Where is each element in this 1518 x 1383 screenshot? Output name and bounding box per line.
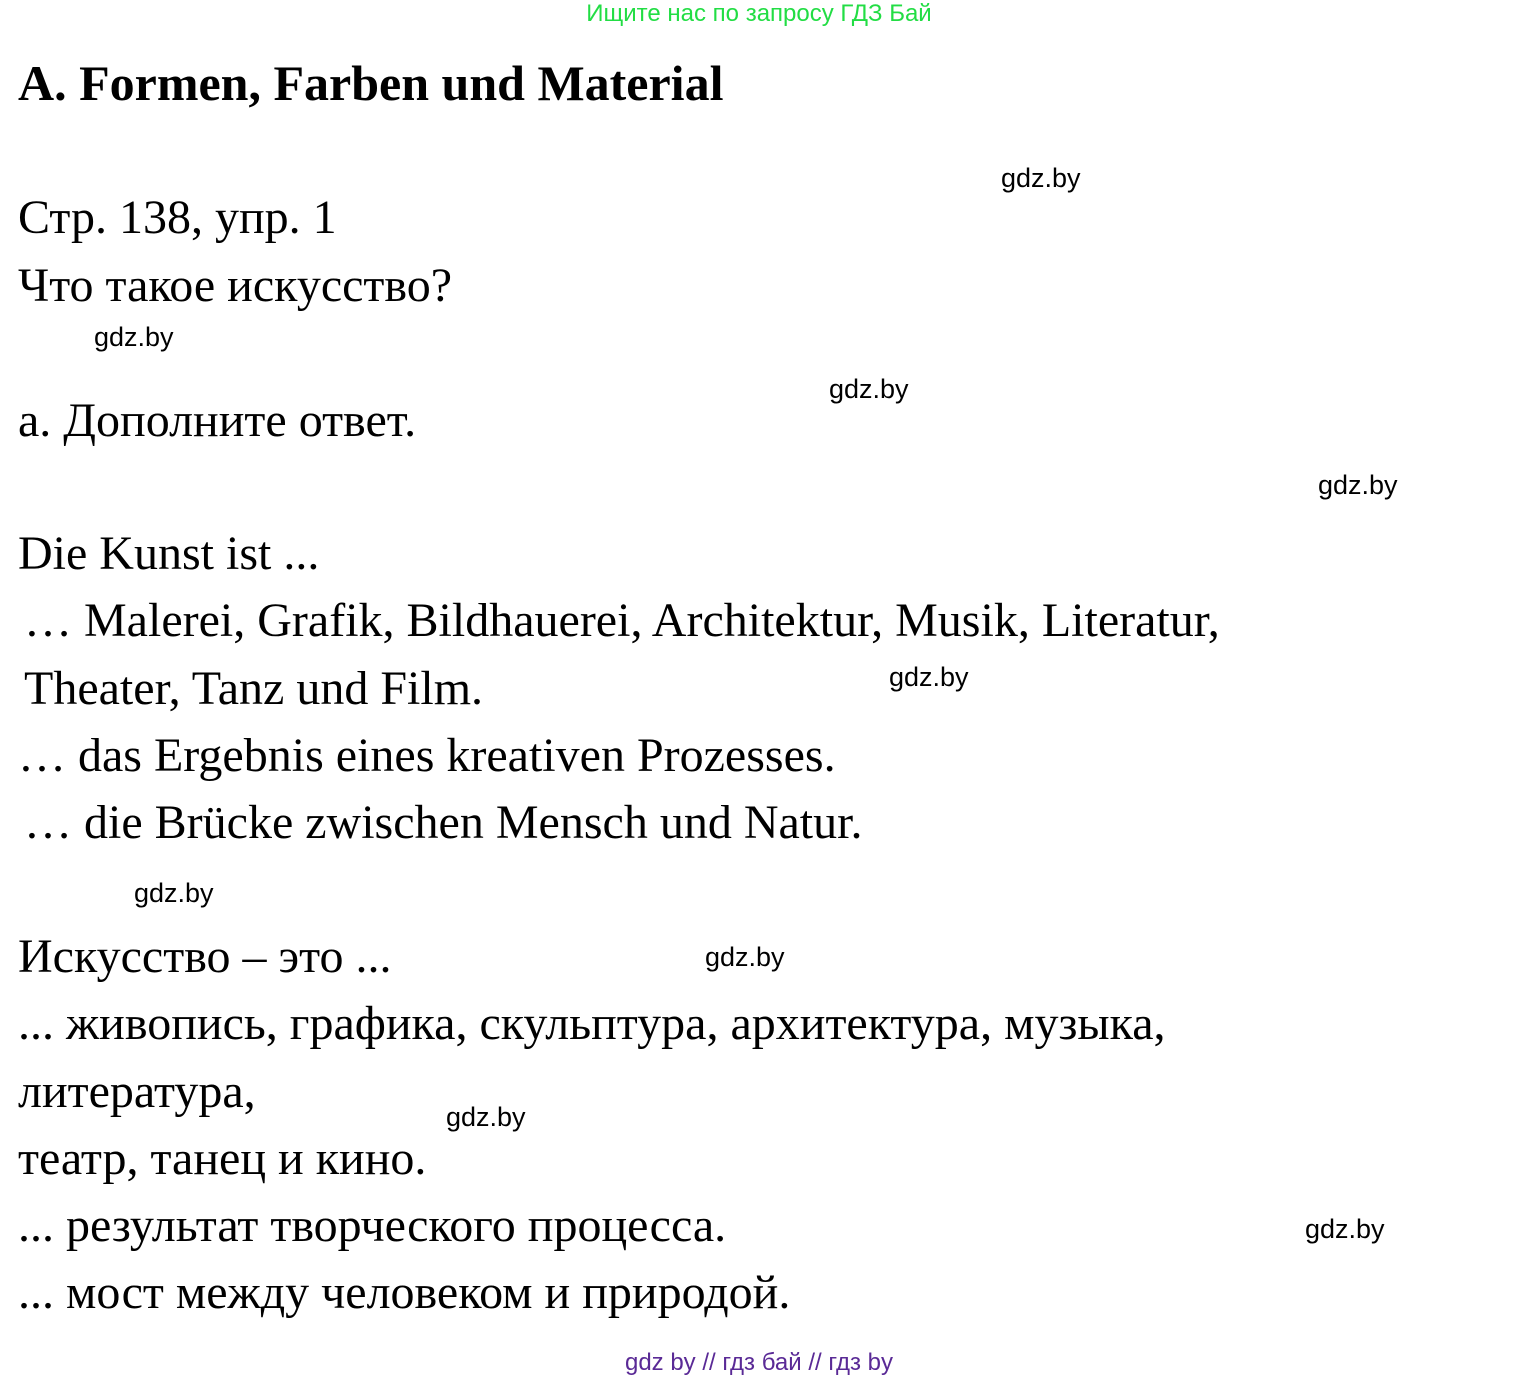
footer-watermark: gdz by // гдз бай // гдз by xyxy=(624,1349,894,1376)
russian-intro: Искусство – это ... xyxy=(18,930,392,983)
watermark: gdz.by xyxy=(889,662,969,692)
top-banner: Ищите нас по запросу ГДЗ Бай xyxy=(586,0,932,27)
watermark: gdz.by xyxy=(94,322,174,352)
exercise-reference: Стр. 138, упр. 1 xyxy=(18,191,337,244)
watermark: gdz.by xyxy=(1318,470,1398,500)
watermark: gdz.by xyxy=(134,878,214,908)
watermark: gdz.by xyxy=(446,1102,526,1132)
question: Что такое искусство? xyxy=(18,259,453,312)
russian-line: театр, танец и кино. xyxy=(18,1132,427,1185)
watermark: gdz.by xyxy=(829,374,909,404)
watermark: gdz.by xyxy=(705,942,785,972)
german-line: Theater, Tanz und Film. xyxy=(24,662,484,715)
watermark: gdz.by xyxy=(1305,1214,1385,1244)
german-line: … Malerei, Grafik, Bildhauerei, Architektur, Musik, Literatur, xyxy=(24,594,1220,647)
russian-line: ... живопись, графика, скульптура, архитектура, музыка, xyxy=(18,997,1166,1050)
task-instruction: а. Дополните ответ. xyxy=(18,394,417,447)
watermark: gdz.by xyxy=(1001,163,1081,193)
german-line: … das Ergebnis eines kreativen Prozesses. xyxy=(18,729,836,782)
german-line: … die Brücke zwischen Mensch und Natur. xyxy=(24,796,863,849)
german-intro: Die Kunst ist ... xyxy=(18,527,320,580)
russian-line: ... результат творческого процесса. xyxy=(18,1199,727,1252)
russian-line: литература, xyxy=(18,1065,256,1118)
section-title: A. Formen, Farben und Material xyxy=(18,55,724,111)
russian-line: ... мост между человеком и природой. xyxy=(18,1266,791,1319)
